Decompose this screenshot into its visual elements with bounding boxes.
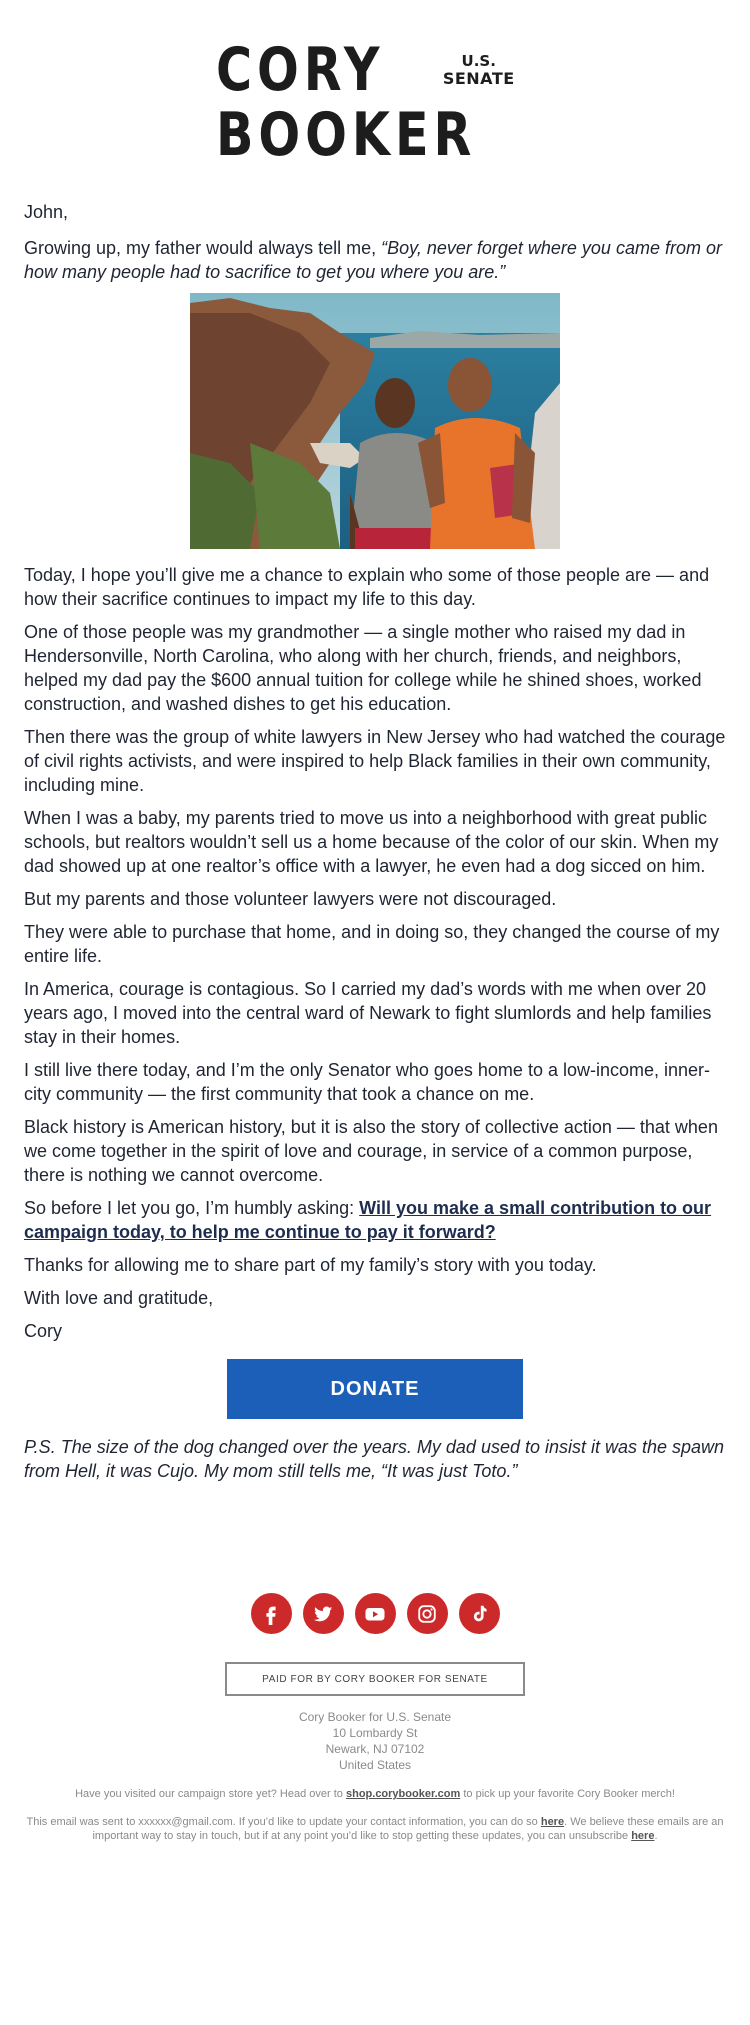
social-links: [0, 1593, 750, 1634]
paragraph-5: But my parents and those volunteer lawyers were not discouraged.: [24, 889, 557, 909]
signature: Cory: [24, 1321, 63, 1341]
greeting: John,: [24, 202, 69, 222]
family-photo: [190, 293, 560, 549]
donate-button[interactable]: DONATE: [227, 1359, 523, 1419]
address-city: Newark, NJ 07102: [325, 1742, 425, 1756]
store-post-text: to pick up your favorite Cory Booker merch!: [460, 1788, 675, 1800]
logo-first-name: CORY: [216, 34, 385, 105]
youtube-icon: [363, 1602, 387, 1626]
contribute-link[interactable]: Will you make a small contribution to our campaign today, to help me continue to pay it forward?: [24, 1198, 712, 1242]
logo-last-name: BOOKER: [216, 99, 477, 170]
father-quote: “Boy, never forget where you came from or how many people had to sacrifice to get you where you are.”: [24, 238, 722, 282]
paragraph-1: Today, I hope you’ll give me a chance to explain who some of those people are — and how their sacrifice continues to impact my life to this day.: [24, 565, 710, 609]
postscript: P.S. The size of the dog changed over the years. My dad used to insist it was the spawn from Hell, it was Cujo. My mom still tells me, “It was just Toto.”: [24, 1437, 725, 1481]
mailing-address: [0, 1709, 750, 1773]
ask-intro: So before I let you go, I’m humbly asking:: [24, 1198, 360, 1218]
paragraph-father: [24, 236, 726, 284]
tiktok-icon: [468, 1603, 490, 1625]
address-org: Cory Booker for U.S. Senate: [298, 1710, 452, 1724]
logo-us-text: U.S.: [461, 51, 496, 70]
paragraph-2: One of those people was my grandmother — a single mother who raised my dad in Hendersonville, North Carolina, who along with her church, friends, and neighbors, helped my dad pay the $600 annual tuition for college while he shined shoes, worked construction, and washed dishes to get his education.: [24, 622, 702, 714]
paragraph-7: In America, courage is contagious. So I carried my dad’s words with me when over 20 years ago, I moved into the central ward of Newark to fight slumlords and help families stay in their homes.: [24, 979, 712, 1047]
legal-text-1: This email was sent to xxxxxx@gmail.com. If you’d like to update your contact information, you can do so: [26, 1816, 541, 1828]
paragraph-9: Black history is American history, but it is also the story of collective action — that when we come together in the spirit of love and courage, in service of a common purpose, there is nothing we cannot overcome.: [24, 1117, 718, 1185]
twitter-icon: [312, 1603, 334, 1625]
update-contact-link[interactable]: here: [540, 1816, 565, 1828]
paragraph-4: When I was a baby, my parents tried to move us into a neighborhood with great public schools, but realtors wouldn’t sell us a home because of the color of our skin. When my dad showed up at one realtor’s office with a lawyer, he even had a dog sicced on him.: [24, 808, 719, 876]
donate-container: [24, 1359, 726, 1419]
logo-senate-text: SENATE: [442, 68, 515, 88]
legal-notice: [0, 1815, 750, 1843]
photo-container: [24, 293, 726, 549]
father-intro-text: Growing up, my father would always tell me,: [24, 238, 382, 258]
paragraph-8: I still live there today, and I’m the only Senator who goes home to a low-income, inner-city community — the first community that took a chance on me.: [24, 1060, 711, 1104]
facebook-link[interactable]: [251, 1593, 292, 1634]
paragraph-3: Then there was the group of white lawyers in New Jersey who had watched the courage of civil rights activists, and were inspired to help Black families in their own community, including mine.: [24, 727, 726, 795]
address-country: United States: [338, 1758, 412, 1772]
closing: With love and gratitude,: [24, 1288, 214, 1308]
youtube-link[interactable]: [355, 1593, 396, 1634]
tiktok-link[interactable]: [459, 1593, 500, 1634]
header-logo: [0, 0, 750, 170]
paragraph-thanks: Thanks for allowing me to share part of my family’s story with you today.: [24, 1255, 597, 1275]
paragraph-6: They were able to purchase that home, and in doing so, they changed the course of my entire life.: [24, 922, 720, 966]
instagram-icon: [416, 1603, 438, 1625]
instagram-link[interactable]: [407, 1593, 448, 1634]
store-pre-text: Have you visited our campaign store yet? Head over to: [75, 1788, 346, 1800]
logo-senate-tag: [424, 52, 534, 88]
logo-mark: [216, 34, 533, 170]
paid-for-disclaimer: PAID FOR BY CORY BOOKER FOR SENATE: [225, 1662, 525, 1696]
legal-text-2: . We believe these emails are an important way to stay in touch, but if at any point you’d like to stop getting these updates, you can unsubscribe: [92, 1816, 724, 1842]
store-promo: [0, 1787, 750, 1801]
facebook-icon: [260, 1603, 282, 1625]
twitter-link[interactable]: [303, 1593, 344, 1634]
unsubscribe-link[interactable]: here: [631, 1830, 655, 1842]
legal-text-3: .: [654, 1830, 658, 1842]
paragraph-ask: [24, 1196, 726, 1244]
store-link[interactable]: shop.corybooker.com: [345, 1788, 461, 1800]
letter-body: [0, 200, 750, 1483]
address-street: 10 Lombardy St: [332, 1726, 418, 1740]
